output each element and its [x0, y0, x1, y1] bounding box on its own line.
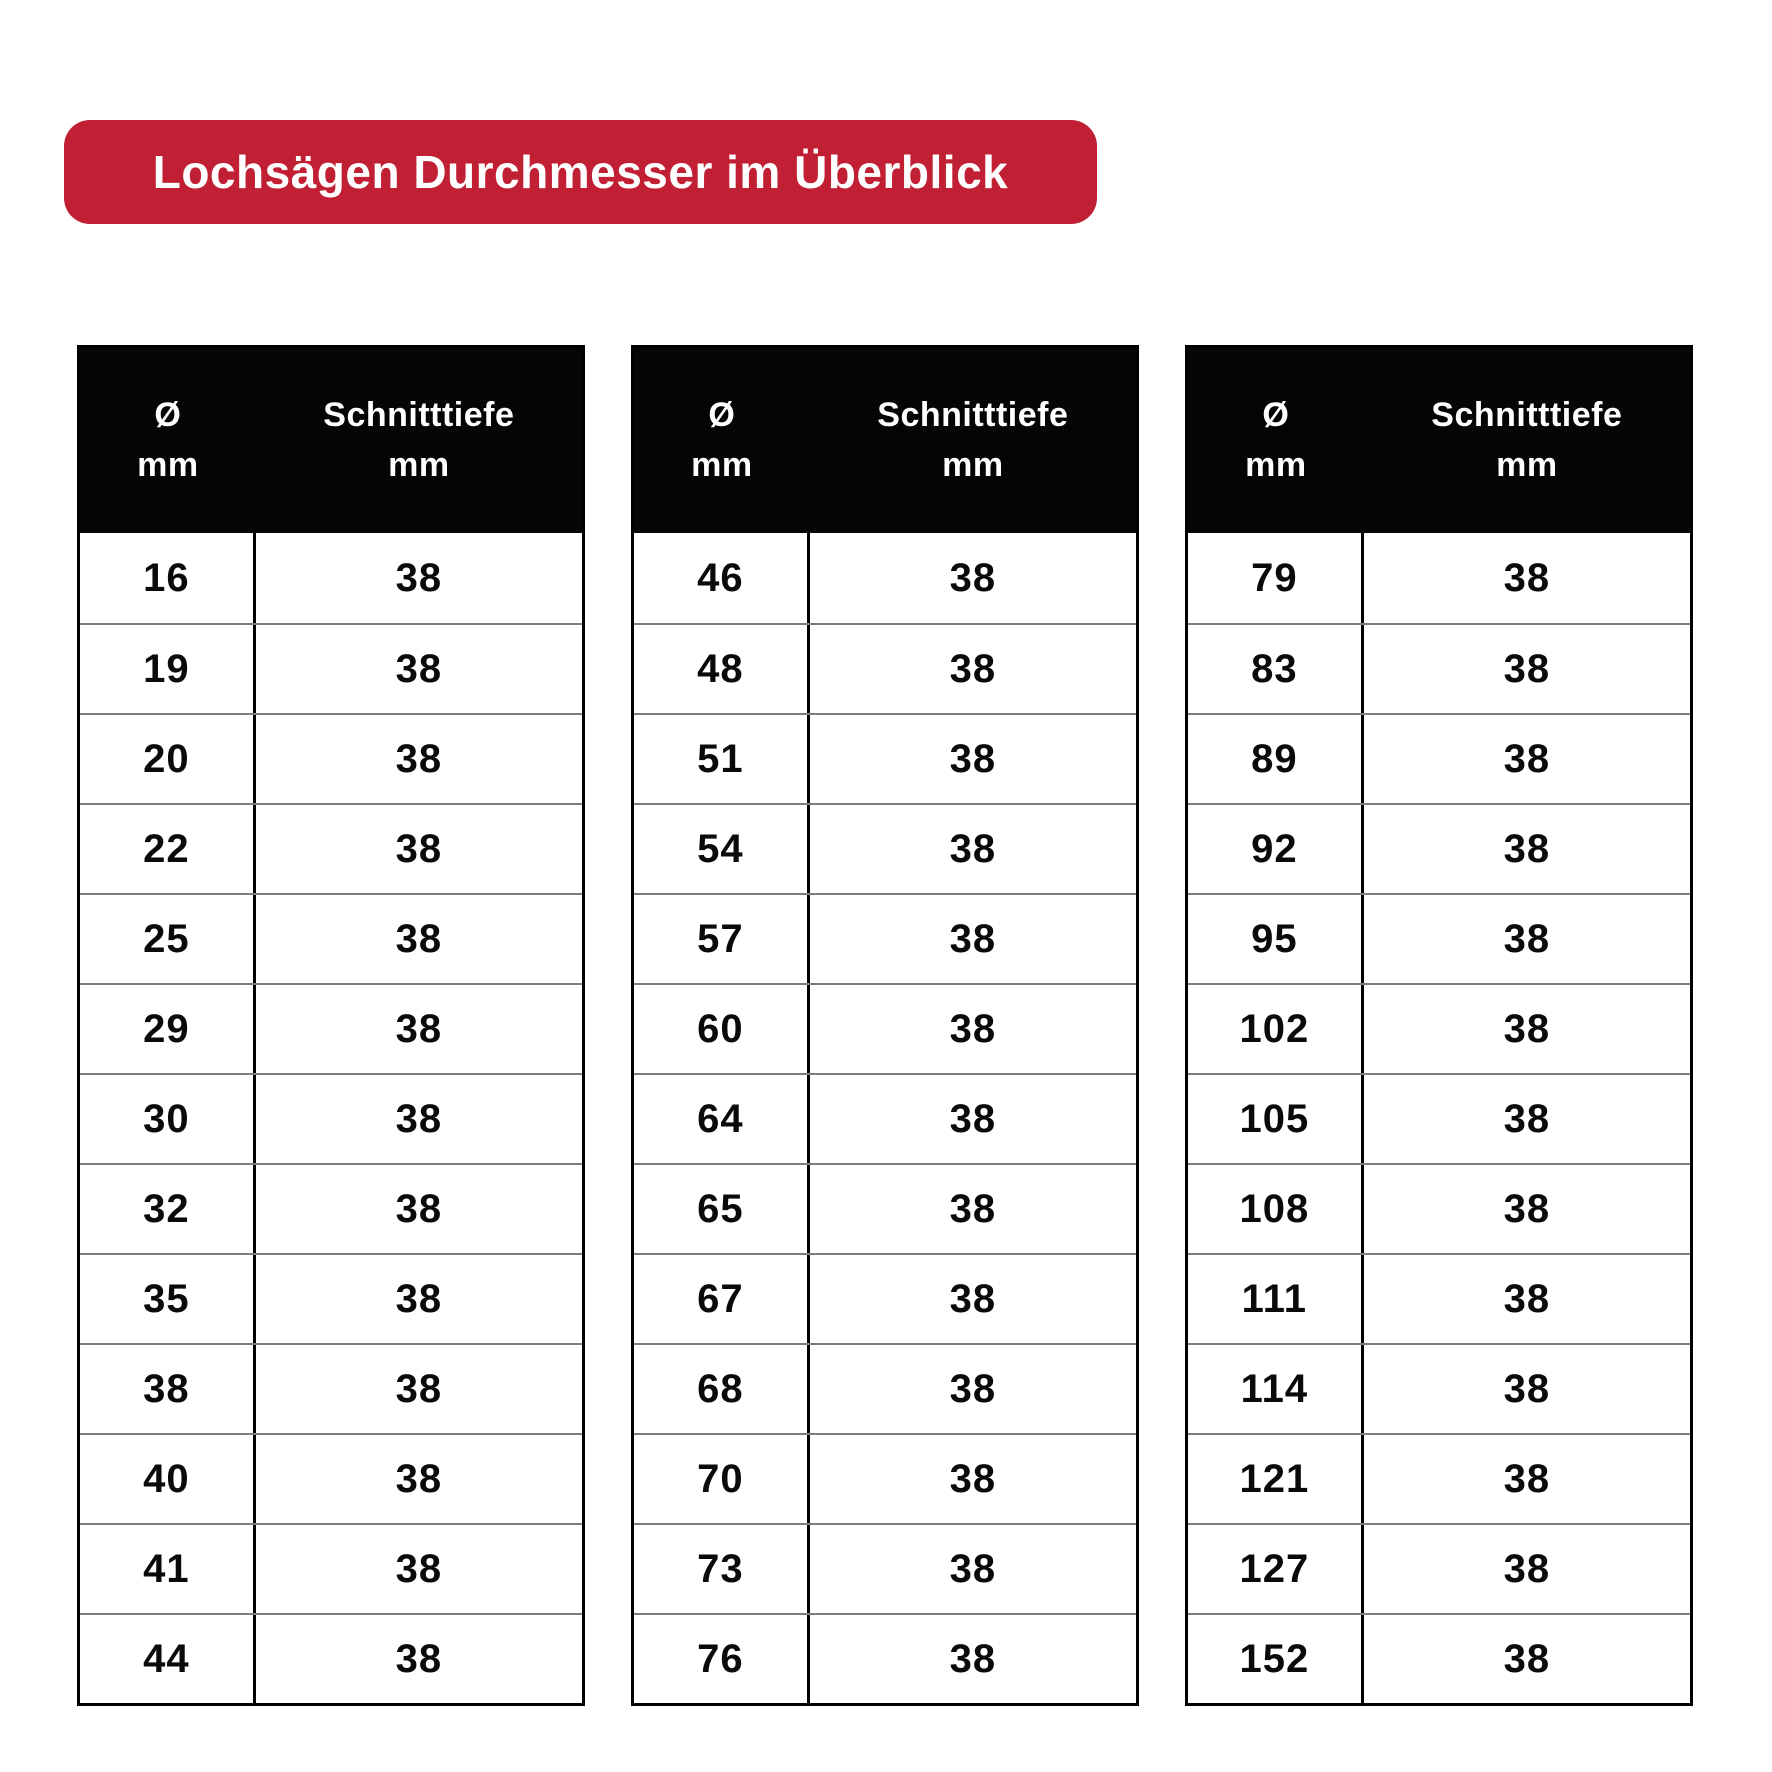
cutting-depth-value: 38	[395, 1546, 443, 1591]
cutting-depth-value: 38	[949, 1006, 997, 1051]
tables-container	[77, 345, 1693, 1706]
diameter-value: 67	[634, 1255, 810, 1343]
table-row	[1188, 893, 1690, 983]
cutting-depth-value: 38	[1503, 1276, 1551, 1321]
cutting-depth-value: 38	[395, 916, 443, 961]
cutting-depth-value: 38	[1503, 1096, 1551, 1141]
table-row	[634, 1433, 1136, 1523]
table-row	[80, 1523, 582, 1613]
diameter-value: 111	[1188, 1255, 1364, 1343]
cutting-depth-value: 38	[949, 1546, 997, 1591]
cutting-depth-value: 38	[949, 736, 997, 781]
diameter-value: 30	[80, 1075, 256, 1163]
diameter-unit: mm	[137, 445, 199, 484]
depth-column-header	[810, 348, 1136, 533]
depth-unit: mm	[388, 445, 450, 484]
table-row	[1188, 1343, 1690, 1433]
diameter-table-3	[1185, 345, 1693, 1706]
table-row	[80, 533, 582, 623]
table-row	[634, 713, 1136, 803]
table-row	[80, 983, 582, 1073]
cutting-depth-value: 38	[395, 1366, 443, 1411]
cutting-depth-value: 38	[1503, 1636, 1551, 1681]
table-row	[80, 1343, 582, 1433]
diameter-value: 152	[1188, 1615, 1364, 1703]
cutting-depth-value: 38	[395, 1456, 443, 1501]
cutting-depth-value: 38	[395, 1006, 443, 1051]
diameter-value: 83	[1188, 625, 1364, 713]
diameter-symbol: Ø	[154, 396, 182, 435]
cutting-depth-value: 38	[949, 646, 997, 691]
cutting-depth-value: 38	[395, 1096, 443, 1141]
cutting-depth-value: 38	[949, 1366, 997, 1411]
cutting-depth-value: 38	[395, 736, 443, 781]
diameter-value: 108	[1188, 1165, 1364, 1253]
diameter-value: 20	[80, 715, 256, 803]
diameter-table-1	[77, 345, 585, 1706]
diameter-table-2	[631, 345, 1139, 1706]
table-row	[80, 893, 582, 983]
depth-label: Schnitttiefe	[877, 396, 1069, 435]
table-row	[634, 893, 1136, 983]
cutting-depth-value: 38	[949, 555, 997, 600]
diameter-column-header	[80, 348, 256, 533]
table-row	[634, 1523, 1136, 1613]
table-row	[1188, 713, 1690, 803]
diameter-value: 76	[634, 1615, 810, 1703]
table-row	[634, 1163, 1136, 1253]
diameter-value: 32	[80, 1165, 256, 1253]
diameter-value: 114	[1188, 1345, 1364, 1433]
cutting-depth-value: 38	[1503, 1546, 1551, 1591]
table-row	[634, 1253, 1136, 1343]
diameter-value: 19	[80, 625, 256, 713]
table-row	[1188, 983, 1690, 1073]
diameter-value: 41	[80, 1525, 256, 1613]
diameter-value: 57	[634, 895, 810, 983]
table-row	[1188, 803, 1690, 893]
diameter-value: 127	[1188, 1525, 1364, 1613]
cutting-depth-value: 38	[1503, 826, 1551, 871]
diameter-value: 51	[634, 715, 810, 803]
cutting-depth-value: 38	[1503, 1456, 1551, 1501]
diameter-value: 105	[1188, 1075, 1364, 1163]
cutting-depth-value: 38	[949, 1186, 997, 1231]
table-row	[80, 1433, 582, 1523]
depth-label: Schnitttiefe	[323, 396, 515, 435]
diameter-symbol: Ø	[1262, 396, 1290, 435]
depth-column-header	[256, 348, 582, 533]
diameter-value: 79	[1188, 533, 1364, 623]
diameter-value: 54	[634, 805, 810, 893]
table-row	[80, 623, 582, 713]
cutting-depth-value: 38	[395, 1186, 443, 1231]
diameter-column-header	[634, 348, 810, 533]
diameter-value: 29	[80, 985, 256, 1073]
cutting-depth-value: 38	[1503, 1006, 1551, 1051]
table-row	[634, 1613, 1136, 1703]
cutting-depth-value: 38	[1503, 736, 1551, 781]
table-row	[1188, 1073, 1690, 1163]
diameter-value: 44	[80, 1615, 256, 1703]
table-header	[634, 348, 1136, 533]
cutting-depth-value: 38	[949, 1096, 997, 1141]
table-row	[634, 1073, 1136, 1163]
table-row	[80, 713, 582, 803]
diameter-value: 35	[80, 1255, 256, 1343]
cutting-depth-value: 38	[395, 1276, 443, 1321]
table-row	[80, 803, 582, 893]
diameter-value: 70	[634, 1435, 810, 1523]
cutting-depth-value: 38	[949, 1636, 997, 1681]
depth-label: Schnitttiefe	[1431, 396, 1623, 435]
cutting-depth-value: 38	[1503, 1186, 1551, 1231]
diameter-value: 65	[634, 1165, 810, 1253]
table-body	[80, 533, 582, 1703]
diameter-value: 64	[634, 1075, 810, 1163]
cutting-depth-value: 38	[949, 1456, 997, 1501]
table-body	[1188, 533, 1690, 1703]
diameter-unit: mm	[1245, 445, 1307, 484]
table-row	[634, 623, 1136, 713]
page-title: Lochsägen Durchmesser im Überblick	[152, 146, 1009, 198]
table-row	[634, 533, 1136, 623]
table-row	[80, 1163, 582, 1253]
table-body	[634, 533, 1136, 1703]
table-row	[1188, 1523, 1690, 1613]
table-row	[1188, 1163, 1690, 1253]
diameter-value: 102	[1188, 985, 1364, 1073]
table-row	[1188, 1253, 1690, 1343]
table-row	[80, 1073, 582, 1163]
table-row	[80, 1253, 582, 1343]
cutting-depth-value: 38	[949, 1276, 997, 1321]
depth-unit: mm	[1496, 445, 1558, 484]
diameter-value: 95	[1188, 895, 1364, 983]
table-row	[1188, 1433, 1690, 1523]
diameter-value: 60	[634, 985, 810, 1073]
depth-column-header	[1364, 348, 1690, 533]
cutting-depth-value: 38	[395, 1636, 443, 1681]
cutting-depth-value: 38	[1503, 1366, 1551, 1411]
depth-unit: mm	[942, 445, 1004, 484]
diameter-column-header	[1188, 348, 1364, 533]
cutting-depth-value: 38	[1503, 646, 1551, 691]
cutting-depth-value: 38	[395, 646, 443, 691]
diameter-value: 73	[634, 1525, 810, 1613]
cutting-depth-value: 38	[1503, 555, 1551, 600]
diameter-unit: mm	[691, 445, 753, 484]
cutting-depth-value: 38	[949, 916, 997, 961]
diameter-value: 92	[1188, 805, 1364, 893]
table-header	[1188, 348, 1690, 533]
diameter-symbol: Ø	[708, 396, 736, 435]
table-row	[1188, 533, 1690, 623]
diameter-value: 16	[80, 533, 256, 623]
diameter-value: 46	[634, 533, 810, 623]
cutting-depth-value: 38	[395, 826, 443, 871]
table-row	[1188, 1613, 1690, 1703]
table-header	[80, 348, 582, 533]
diameter-value: 38	[80, 1345, 256, 1433]
diameter-value: 22	[80, 805, 256, 893]
cutting-depth-value: 38	[949, 826, 997, 871]
table-row	[634, 983, 1136, 1073]
table-row	[1188, 623, 1690, 713]
diameter-value: 89	[1188, 715, 1364, 803]
table-row	[634, 1343, 1136, 1433]
cutting-depth-value: 38	[395, 555, 443, 600]
cutting-depth-value: 38	[1503, 916, 1551, 961]
diameter-value: 121	[1188, 1435, 1364, 1523]
table-row	[634, 803, 1136, 893]
diameter-value: 48	[634, 625, 810, 713]
diameter-value: 68	[634, 1345, 810, 1433]
diameter-value: 25	[80, 895, 256, 983]
title-banner	[64, 120, 1097, 224]
diameter-value: 40	[80, 1435, 256, 1523]
table-row	[80, 1613, 582, 1703]
